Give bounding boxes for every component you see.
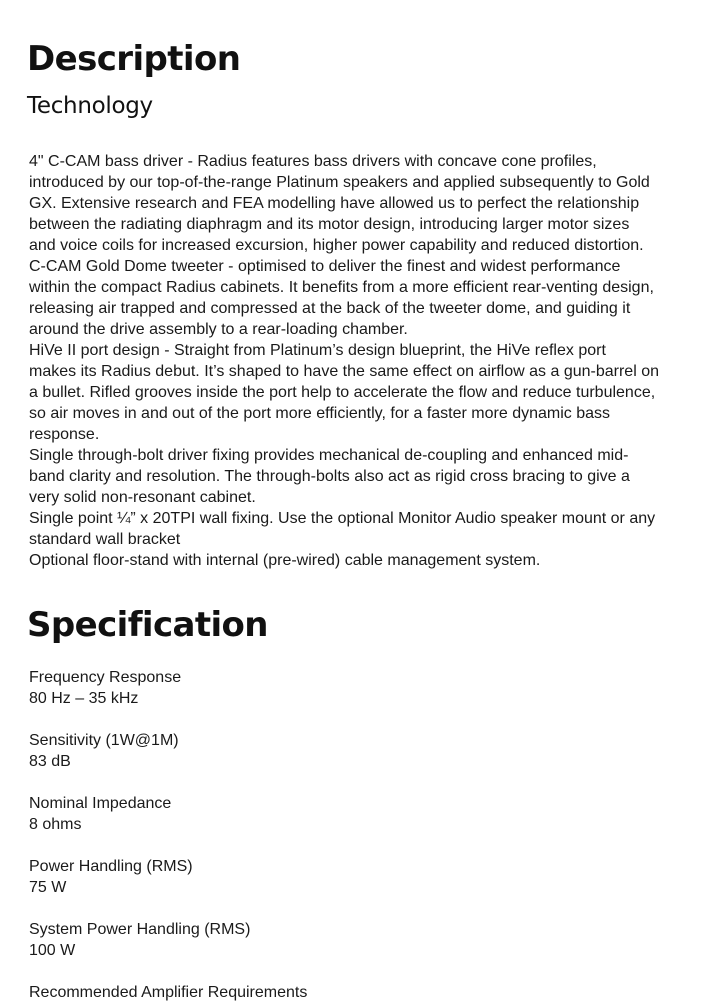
technology-line: Optional floor-stand with internal (pre-wired) cable management system. xyxy=(29,552,541,569)
technology-line: makes its Radius debut. It’s shaped to have the same effect on airflow as a gun-barrel on xyxy=(29,363,659,380)
technology-line: around the drive assembly to a rear-loading chamber. xyxy=(29,321,408,338)
spec-label: Nominal Impedance xyxy=(29,795,172,812)
technology-line: band clarity and resolution. The through-bolts also act as rigid cross bracing to give a xyxy=(29,468,630,485)
technology-line: Single point ¼” x 20TPI wall fixing. Use the optional Monitor Audio speaker mount or any xyxy=(29,510,656,527)
technology-line: HiVe II port design - Straight from Platinum’s design blueprint, the HiVe reflex port xyxy=(29,342,606,359)
spec-value: 83 dB xyxy=(29,753,71,770)
spec-value: 80 Hz – 35 kHz xyxy=(29,690,139,707)
spec-label: Frequency Response xyxy=(29,669,182,686)
technology-line: very solid non-resonant cabinet. xyxy=(29,489,256,506)
technology-line: and voice coils for increased excursion, higher power capability and reduced distortion. xyxy=(29,237,644,254)
technology-line: C-CAM Gold Dome tweeter - optimised to deliver the finest and widest performance xyxy=(29,258,621,275)
technology-line: between the radiating diaphragm and its motor design, introducing larger motor sizes xyxy=(29,216,630,233)
technology-line: 4" C-CAM bass driver - Radius features bass drivers with concave cone profiles, xyxy=(29,153,597,170)
spec-value: 75 W xyxy=(29,879,67,896)
technology-line: releasing air trapped and compressed at the back of the tweeter dome, and guiding it xyxy=(29,300,631,317)
technology-line: introduced by our top-of-the-range Platinum speakers and applied subsequently to Gold xyxy=(29,174,650,191)
specification-heading: Specification xyxy=(27,605,268,645)
spec-value: 100 W xyxy=(29,942,76,959)
technology-line: standard wall bracket xyxy=(29,531,181,548)
technology-line: Single through-bolt driver fixing provides mechanical de-coupling and enhanced mid- xyxy=(29,447,629,464)
spec-label: Power Handling (RMS) xyxy=(29,858,193,875)
technology-line: within the compact Radius cabinets. It benefits from a more efficient rear-venting design, xyxy=(29,279,654,296)
spec-label: System Power Handling (RMS) xyxy=(29,921,251,938)
technology-line: GX. Extensive research and FEA modelling have allowed us to perfect the relationship xyxy=(29,195,640,212)
description-heading: Description xyxy=(27,39,241,79)
technology-line: a bullet. Rifled grooves inside the port help to accelerate the flow and reduce turbulence, xyxy=(29,384,656,401)
spec-label: Sensitivity (1W@1M) xyxy=(29,732,179,749)
technology-subheading: Technology xyxy=(27,93,153,119)
spec-value: 8 ohms xyxy=(29,816,82,833)
spec-label: Recommended Amplifier Requirements xyxy=(29,984,308,1001)
technology-line: response. xyxy=(29,426,100,443)
technology-line: so air moves in and out of the port more efficiently, for a faster more dynamic bass xyxy=(29,405,611,422)
